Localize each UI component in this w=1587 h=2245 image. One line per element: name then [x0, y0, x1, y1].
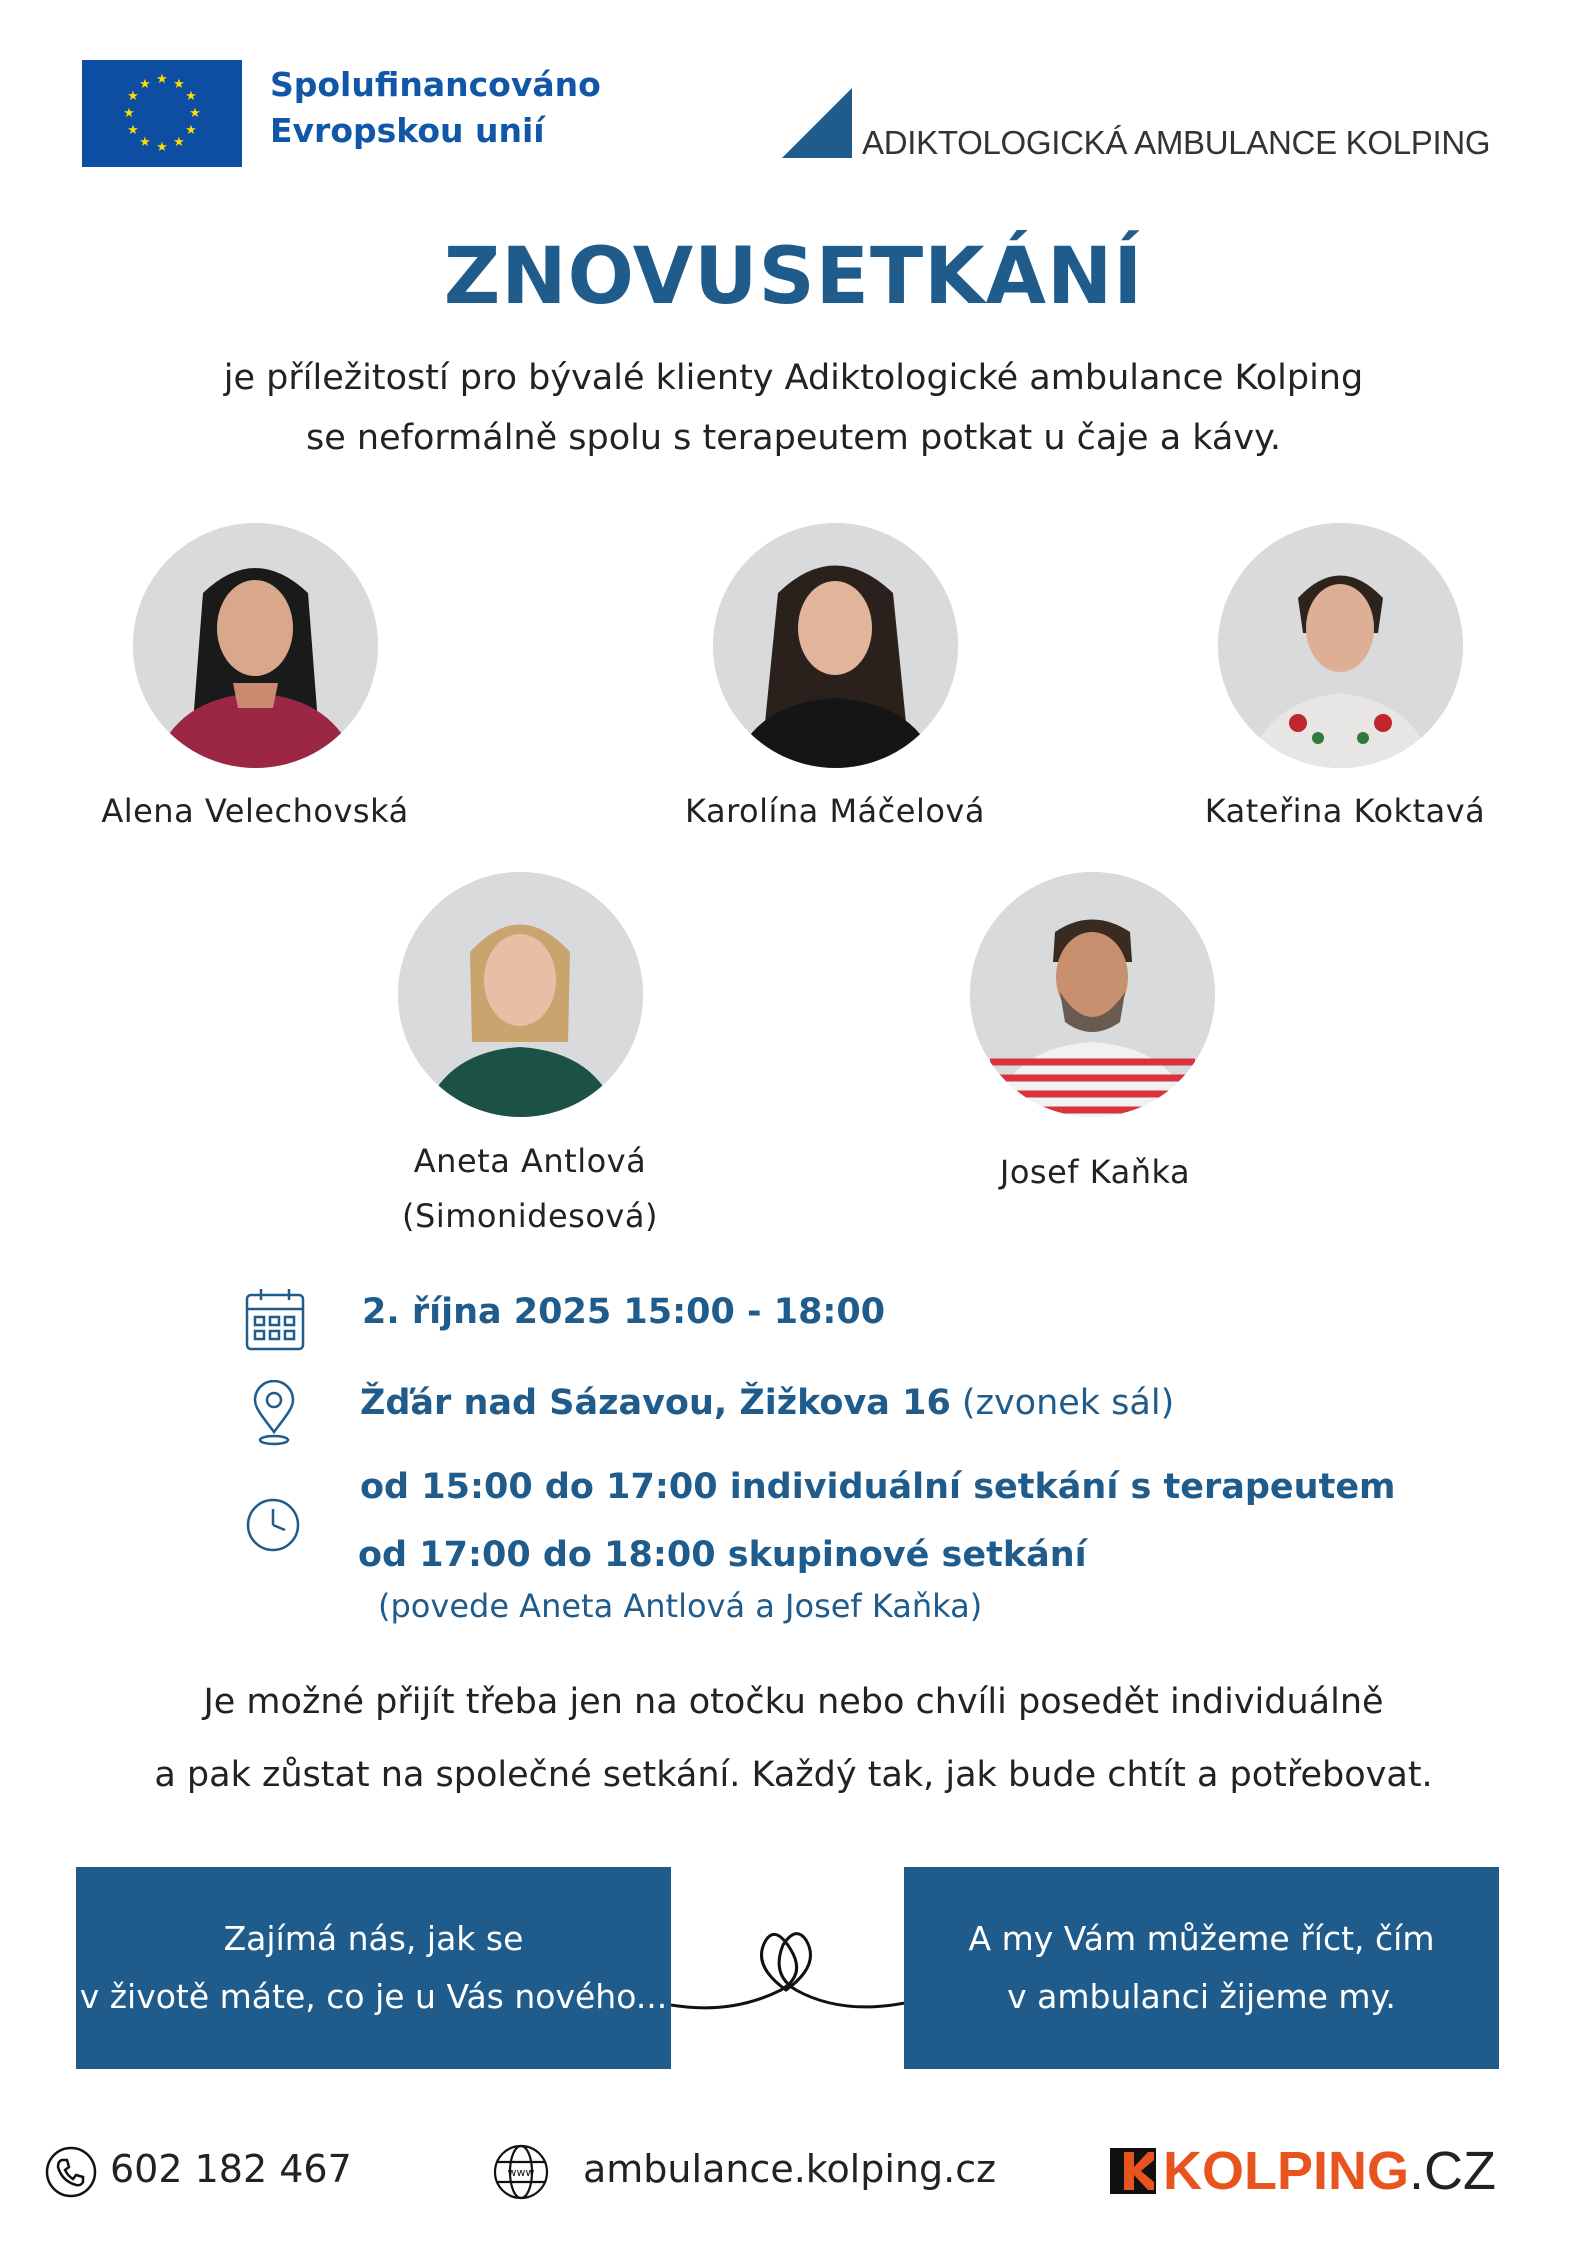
photo-josef — [970, 872, 1215, 1117]
eu-stars-icon — [82, 60, 242, 167]
svg-text:★: ★ — [185, 89, 197, 104]
kolping-brand-suffix: .CZ — [1409, 2141, 1497, 2201]
eu-cofunding-text — [270, 62, 601, 154]
svg-text:★: ★ — [123, 106, 135, 121]
box-left-line-1: Zajímá nás, jak se — [223, 1919, 524, 1958]
intro-line-2: se neformálně spolu s terapeutem potkat u čaje a kávy. — [306, 418, 1281, 458]
photo-aneta — [398, 872, 643, 1117]
box-left — [76, 1867, 671, 2069]
person-name-aneta-maiden: (Simonidesová) — [402, 1197, 658, 1235]
intro-line-1: je příležitostí pro bývalé klienty Adiktologické ambulance Kolping — [223, 358, 1364, 398]
svg-text:★: ★ — [156, 140, 168, 155]
location-pin-icon — [252, 1380, 296, 1450]
kolping-brand — [1163, 2140, 1496, 2202]
event-place: Žďár nad Sázavou, Žižkova 16 — [360, 1383, 951, 1423]
paragraph-line-1: Je možné přijít třeba jen na otočku nebo chvíli posedět individuálně — [203, 1682, 1384, 1722]
ambulance-triangle-logo — [782, 88, 854, 162]
phone-number[interactable]: 602 182 467 — [110, 2147, 352, 2191]
globe-www-icon — [492, 2143, 550, 2205]
person-name-katerina: Kateřina Koktavá — [1204, 792, 1486, 830]
box-right-line-2: v ambulanci žijeme my. — [1007, 1977, 1396, 2016]
paragraph-line-2: a pak zůstat na společné setkání. Každý tak, jak bude chtít a potřebovat. — [154, 1755, 1433, 1795]
svg-text:★: ★ — [189, 106, 201, 121]
schedule-individual: od 15:00 do 17:00 individuální setkání s terapeutem — [360, 1467, 1396, 1507]
svg-text:★: ★ — [185, 123, 197, 138]
kolping-brand-name: KOLPING — [1163, 2141, 1410, 2201]
eu-line-1: Spolufinancováno — [270, 65, 601, 104]
svg-text:★: ★ — [139, 135, 151, 150]
ambulance-name: ADIKTOLOGICKÁ AMBULANCE KOLPING — [862, 124, 1491, 161]
person-name-alena: Alena Velechovská — [101, 792, 409, 830]
website-link[interactable]: ambulance.kolping.cz — [583, 2147, 997, 2191]
box-right-line-1: A my Vám můžeme říct, čím — [968, 1919, 1435, 1958]
schedule-group: od 17:00 do 18:00 skupinové setkání — [358, 1535, 1087, 1575]
photo-alena — [133, 523, 378, 768]
svg-text:★: ★ — [173, 77, 185, 92]
eu-flag-logo — [82, 60, 242, 167]
photo-katerina — [1218, 523, 1463, 768]
svg-text:www: www — [507, 2166, 535, 2179]
photo-karolina — [713, 523, 958, 768]
svg-text:★: ★ — [156, 72, 168, 87]
person-name-karolina: Karolína Máčelová — [685, 792, 985, 830]
page-title: ZNOVUSETKÁNÍ — [443, 232, 1144, 322]
svg-text:★: ★ — [127, 89, 139, 104]
person-name-aneta: Aneta Antlová — [413, 1142, 647, 1180]
heart-line-icon — [671, 1905, 905, 2029]
clock-icon — [245, 1497, 301, 1557]
svg-text:★: ★ — [139, 77, 151, 92]
phone-icon — [44, 2145, 98, 2203]
svg-text:★: ★ — [127, 123, 139, 138]
box-right — [904, 1867, 1499, 2069]
person-name-josef: Josef Kaňka — [999, 1153, 1191, 1191]
calendar-icon — [245, 1287, 305, 1355]
box-left-line-2: v životě máte, co je u Vás nového... — [79, 1977, 668, 2016]
eu-line-2: Evropskou unií — [270, 111, 545, 150]
schedule-group-note: (povede Aneta Antlová a Josef Kaňka) — [378, 1587, 983, 1625]
event-date: 2. října 2025 15:00 - 18:00 — [362, 1292, 886, 1332]
svg-text:★: ★ — [173, 135, 185, 150]
event-place-note: (zvonek sál) — [950, 1383, 1175, 1423]
kolping-k-icon — [1110, 2148, 1156, 2198]
